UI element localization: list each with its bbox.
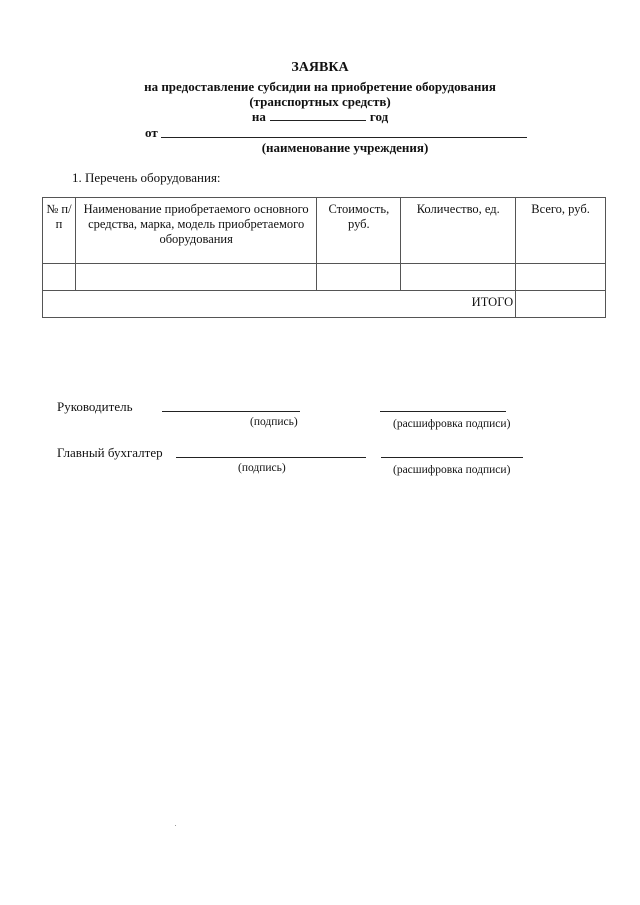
col-quantity-header: Количество, ед.: [401, 198, 516, 264]
table-cell: [401, 264, 516, 291]
year-suffix: год: [369, 109, 389, 124]
scan-speck: [175, 825, 176, 826]
accountant-sign-hint: (подпись): [238, 462, 286, 474]
head-label: Руководитель: [57, 399, 133, 414]
col-name-header: Наименование приобретаемого основного средства, марка, модель приобретаемого оборудования: [75, 198, 316, 264]
accountant-decode-line: [381, 457, 523, 458]
head-signature-line: [162, 411, 300, 412]
document-title: ЗАЯВКА: [291, 60, 349, 75]
total-label: ИТОГО: [43, 291, 516, 318]
document-subtitle-line2: (транспортных средств): [249, 94, 391, 109]
col-cost-header: Стоимость, руб.: [317, 198, 401, 264]
year-line: [0, 109, 640, 125]
from-label: от: [145, 125, 158, 140]
accountant-label: Главный бухгалтер: [57, 445, 163, 460]
table-cell: [75, 264, 316, 291]
col-number-header: № п/п: [43, 198, 76, 264]
table-row: [43, 264, 606, 291]
org-name-blank: [161, 137, 527, 138]
head-sign-hint: (подпись): [250, 416, 298, 428]
equipment-list-heading: 1. Перечень оборудования:: [72, 170, 221, 185]
from-line: [145, 125, 158, 141]
accountant-signature-line: [176, 457, 366, 458]
accountant-decode-hint: (расшифровка подписи): [393, 464, 511, 476]
head-decode-hint: (расшифровка подписи): [393, 418, 511, 430]
document-subtitle-line1: на предоставление субсидии на приобретение оборудования: [144, 79, 496, 94]
table-cell: [516, 264, 606, 291]
org-caption: (наименование учреждения): [261, 140, 429, 155]
equipment-table: [42, 197, 606, 318]
table-header-row: [43, 198, 606, 264]
table-total-row: [43, 291, 606, 318]
total-value-cell: [516, 291, 606, 318]
year-prefix: на: [251, 109, 266, 124]
table-cell: [317, 264, 401, 291]
head-decode-line: [380, 411, 506, 412]
col-total-header: Всего, руб.: [516, 198, 606, 264]
table-cell: [43, 264, 76, 291]
year-blank: [270, 109, 366, 121]
